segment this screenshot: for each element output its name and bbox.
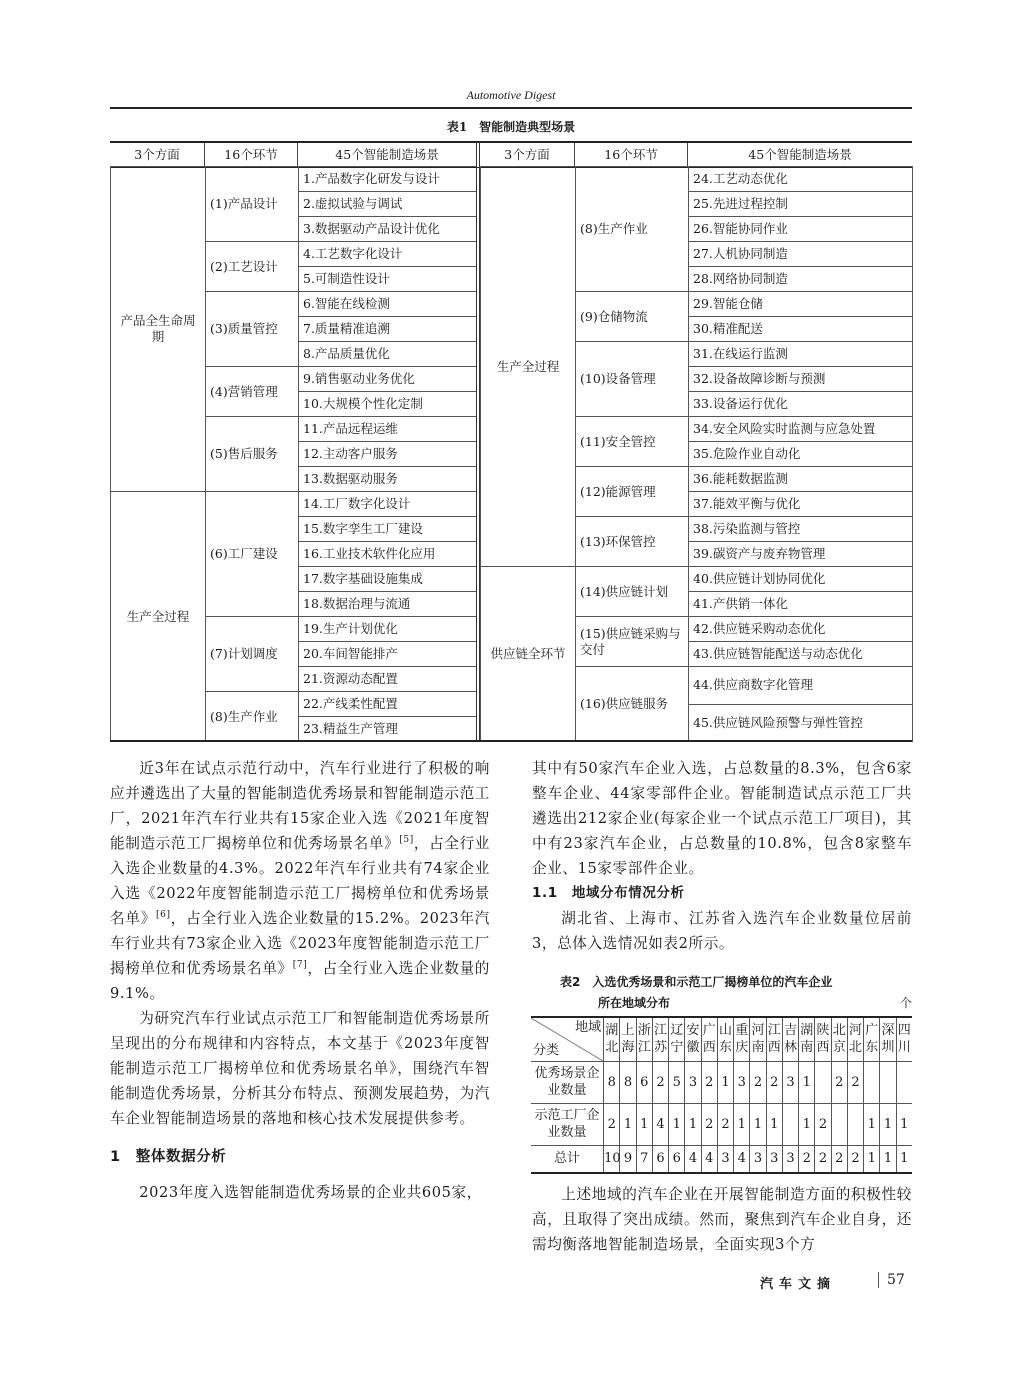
value-cell: 1	[864, 1103, 880, 1145]
table2-row	[531, 1061, 912, 1103]
text: 上述地域的汽车企业在开展智能制造方面的积极性较高，且取得了突出成绩。然而，聚焦到汽车企业自身，还需均衡落地智能制造场景，全面实现3个方	[532, 1186, 912, 1253]
section-heading	[110, 1145, 490, 1170]
table2-row	[531, 1145, 912, 1173]
scene-cell: 30.精准配送	[689, 317, 913, 342]
table2-corner-cell	[531, 1017, 604, 1061]
value-cell: 2	[831, 1145, 847, 1173]
table1-header-cell: 16个环节	[205, 143, 298, 167]
scene-cell: 17.数字基础设施集成	[299, 567, 477, 592]
right-column-top	[532, 756, 912, 956]
value-cell: 6	[636, 1061, 652, 1103]
value-cell: 4	[652, 1103, 668, 1145]
region-header: 河北	[847, 1017, 863, 1061]
row-label: 总计	[531, 1145, 604, 1173]
table1-header-cell: 45个智能制造场景	[748, 147, 852, 162]
value-cell: 3	[750, 1145, 766, 1173]
table2-caption-line1: 表2 入选优秀场景和示范工厂揭榜单位的汽车企业	[560, 975, 833, 989]
value-cell	[896, 1061, 912, 1103]
value-cell: 1	[880, 1103, 896, 1145]
scene-cell: 7.质量精准追溯	[299, 317, 477, 342]
value-cell: 1	[864, 1145, 880, 1173]
value-cell: 3	[782, 1061, 798, 1103]
region-header: 上海	[620, 1017, 636, 1061]
scene-cell: 28.网络协同制造	[689, 267, 913, 292]
paragraph	[110, 1006, 490, 1131]
value-cell	[880, 1061, 896, 1103]
table-row	[111, 492, 477, 517]
scene-cell: 4.工艺数字化设计	[299, 242, 477, 267]
scene-cell: 26.智能协同作业	[689, 217, 913, 242]
scene-cell: 18.数据治理与流通	[299, 592, 477, 617]
value-cell	[782, 1103, 798, 1145]
link-cell: (11)安全管控	[576, 417, 689, 467]
table1-header-cell: 3个方面	[480, 143, 575, 167]
paragraph	[532, 756, 912, 881]
table-row	[111, 167, 477, 192]
value-cell: 1	[896, 1103, 912, 1145]
region-header: 辽宁	[669, 1017, 685, 1061]
corner-top: 地域	[575, 1020, 602, 1036]
region-header: 湖南	[799, 1017, 815, 1061]
aspect-cell: 生产全过程	[111, 492, 206, 742]
scene-cell: 2.虚拟试验与调试	[299, 192, 477, 217]
aspect-cell: 供应链全环节	[481, 567, 576, 742]
scene-cell: 8.产品质量优化	[299, 342, 477, 367]
value-cell: 6	[669, 1145, 685, 1173]
header-rule	[110, 107, 912, 109]
scene-cell: 10.大规模个性化定制	[299, 392, 477, 417]
link-cell: (8)生产作业	[576, 167, 689, 292]
table1-divider	[476, 141, 480, 741]
value-cell: 8	[604, 1061, 620, 1103]
text: 其中有50家汽车企业入选，占总数量的8.3%，包含6家整车企业、44家零部件企业。智能制造试点示范工厂共遴选出212家企业(每家企业一个试点示范工厂项目)，其中有23家汽车企业，占总数量的10.8%，包含8家整车企业、15家零部件企业。	[532, 760, 912, 877]
region-header: 陕西	[815, 1017, 831, 1061]
link-cell: (4)营销管理	[206, 367, 299, 417]
value-cell: 2	[831, 1061, 847, 1103]
region-header: 深圳	[880, 1017, 896, 1061]
region-header: 河南	[750, 1017, 766, 1061]
value-cell: 1	[896, 1145, 912, 1173]
text: 2023年度入选智能制造优秀场景的企业共605家，	[139, 1184, 482, 1201]
value-cell: 3	[717, 1145, 733, 1173]
value-cell: 2	[701, 1103, 717, 1145]
region-header: 重庆	[734, 1017, 750, 1061]
value-cell: 1	[799, 1103, 815, 1145]
table-row	[481, 167, 913, 192]
link-cell: (13)环保管控	[576, 517, 689, 567]
value-cell: 2	[815, 1103, 831, 1145]
region-header: 安徽	[685, 1017, 701, 1061]
scene-cell: 14.工厂数字化设计	[299, 492, 477, 517]
region-header: 山东	[717, 1017, 733, 1061]
paragraph	[110, 756, 490, 1006]
scene-cell: 36.能耗数据监测	[689, 467, 913, 492]
link-cell: (16)供应链服务	[576, 667, 689, 742]
region-header: 江苏	[652, 1017, 668, 1061]
text: ，占全行业入选企业数量的15.2%。2023年汽车行业共有73家企业入选《2023年度智能制造示范工厂揭榜单位和优秀场景名单》	[110, 910, 490, 977]
page-number: 57	[878, 1272, 905, 1288]
text: 1 整体数据分析	[110, 1149, 227, 1165]
scene-cell: 15.数字孪生工厂建设	[299, 517, 477, 542]
table1-header	[110, 141, 912, 168]
table2-unit: 个	[899, 996, 912, 1010]
scene-cell: 40.供应链计划协同优化	[689, 567, 913, 592]
value-cell: 1	[799, 1061, 815, 1103]
scene-cell: 11.产品远程运维	[299, 417, 477, 442]
link-cell: (3)质量管控	[206, 292, 299, 367]
scene-cell: 6.智能在线检测	[299, 292, 477, 317]
text: ，占全行业入选企业数量的4.3%。2022年汽车行业共有74家企业入选《2022年度智能制造示范工厂揭榜单位和优秀场景名单》	[110, 835, 490, 927]
table1-header-cell: 16个环节	[575, 143, 688, 167]
scene-cell: 27.人机协同制造	[689, 242, 913, 267]
value-cell: 2	[815, 1145, 831, 1173]
value-cell: 7	[636, 1145, 652, 1173]
value-cell: 2	[750, 1061, 766, 1103]
value-cell: 2	[847, 1061, 863, 1103]
footer-journal: 汽车文摘	[760, 1277, 837, 1292]
text: 近3年在试点示范行动中，汽车行业进行了积极的响应并遴选出了大量的智能制造优秀场景和智能制造示范工厂，2021年汽车行业共有15家企业入选《2021年度智能制造示范工厂揭榜单位和优秀场景名单》	[110, 760, 490, 852]
scene-cell: 19.生产计划优化	[299, 617, 477, 642]
text: 湖北省、上海市、江苏省入选汽车企业数量位居前3，总体入选情况如表2所示。	[532, 910, 912, 952]
value-cell	[847, 1103, 863, 1145]
table2-row	[531, 1103, 912, 1145]
region-header: 吉林	[782, 1017, 798, 1061]
value-cell: 1	[734, 1103, 750, 1145]
citation: [5]	[399, 835, 414, 846]
value-cell: 3	[782, 1145, 798, 1173]
value-cell: 1	[669, 1103, 685, 1145]
region-header: 广西	[701, 1017, 717, 1061]
scene-cell: 25.先进过程控制	[689, 192, 913, 217]
value-cell: 2	[604, 1103, 620, 1145]
value-cell: 1	[685, 1103, 701, 1145]
scene-cell: 45.供应链风险预警与弹性管控	[689, 704, 913, 742]
running-head: Automotive Digest	[466, 88, 556, 102]
paragraph	[110, 1180, 490, 1205]
scene-cell: 42.供应链采购动态优化	[689, 617, 913, 642]
region-header: 四川	[896, 1017, 912, 1061]
table1-caption: 表1 智能制造典型场景	[446, 120, 576, 134]
value-cell: 1	[717, 1061, 733, 1103]
value-cell: 3	[734, 1061, 750, 1103]
scene-cell: 20.车间智能排产	[299, 642, 477, 667]
text: 1.1 地域分布情况分析	[532, 885, 685, 901]
table2-header-row	[531, 1017, 912, 1061]
paragraph	[532, 906, 912, 956]
scene-cell: 21.资源动态配置	[299, 667, 477, 692]
value-cell: 9	[620, 1145, 636, 1173]
value-cell: 5	[669, 1061, 685, 1103]
region-header: 江西	[766, 1017, 782, 1061]
value-cell: 2	[847, 1145, 863, 1173]
link-cell: (10)设备管理	[576, 342, 689, 417]
region-header: 湖北	[604, 1017, 620, 1061]
value-cell: 4	[685, 1145, 701, 1173]
right-column-bottom	[532, 1182, 912, 1257]
value-cell: 1	[636, 1103, 652, 1145]
link-cell: (2)工艺设计	[206, 242, 299, 292]
link-cell: (14)供应链计划	[576, 567, 689, 617]
value-cell: 4	[701, 1145, 717, 1173]
citation: [7]	[292, 960, 308, 971]
value-cell: 10	[604, 1145, 620, 1173]
table1-header-cell: 45个智能制造场景	[335, 147, 439, 162]
text: 为研究汽车行业试点示范工厂和智能制造优秀场景所呈现出的分布规律和内容特点，本文基于《2023年度智能制造示范工厂揭榜单位和优秀场景名单》，围绕汽车智能制造优秀场景，分析其分布特点、预测发展趋势，为汽车企业智能制造场景的落地和核心技术发展提供参考。	[110, 1010, 490, 1127]
scene-cell: 39.碳资产与废弃物管理	[689, 542, 913, 567]
region-header: 浙江	[636, 1017, 652, 1061]
value-cell: 3	[766, 1145, 782, 1173]
value-cell: 4	[734, 1145, 750, 1173]
left-column	[110, 756, 490, 1205]
value-cell: 1	[880, 1145, 896, 1173]
region-header: 北京	[831, 1017, 847, 1061]
value-cell	[815, 1061, 831, 1103]
link-cell: (5)售后服务	[206, 417, 299, 492]
row-label: 示范工厂企业数量	[531, 1103, 604, 1145]
citation: [6]	[156, 910, 171, 921]
scene-cell: 23.精益生产管理	[299, 717, 477, 742]
value-cell	[864, 1061, 880, 1103]
value-cell: 1	[750, 1103, 766, 1145]
value-cell: 2	[766, 1061, 782, 1103]
value-cell: 1	[766, 1103, 782, 1145]
scene-cell: 9.销售驱动业务优化	[299, 367, 477, 392]
scene-cell: 3.数据驱动产品设计优化	[299, 217, 477, 242]
value-cell: 1	[620, 1103, 636, 1145]
scene-cell: 34.安全风险实时监测与应急处置	[689, 417, 913, 442]
table1-right	[480, 166, 913, 742]
value-cell: 6	[652, 1145, 668, 1173]
value-cell: 2	[717, 1103, 733, 1145]
link-cell: (9)仓储物流	[576, 292, 689, 342]
region-header: 广东	[864, 1017, 880, 1061]
value-cell: 2	[701, 1061, 717, 1103]
row-label: 优秀场景企业数量	[531, 1061, 604, 1103]
aspect-cell: 生产全过程	[481, 167, 576, 567]
link-cell: (6)工厂建设	[206, 492, 299, 617]
table2-caption-line2: 所在地域分布	[598, 996, 671, 1010]
scene-cell: 43.供应链智能配送与动态优化	[689, 642, 913, 667]
table1-left	[110, 166, 477, 742]
link-cell: (7)计划调度	[206, 617, 299, 692]
scene-cell: 13.数据驱动服务	[299, 467, 477, 492]
value-cell	[831, 1103, 847, 1145]
scene-cell: 16.工业技术软件化应用	[299, 542, 477, 567]
scene-cell: 24.工艺动态优化	[689, 167, 913, 192]
table2	[531, 1016, 912, 1174]
value-cell: 8	[620, 1061, 636, 1103]
scene-cell: 1.产品数字化研发与设计	[299, 167, 477, 192]
value-cell: 2	[652, 1061, 668, 1103]
text: ，占全行业入选企业数量的9.1%。	[110, 960, 490, 1002]
table-row	[481, 567, 913, 592]
table1-header-cell: 3个方面	[110, 143, 205, 167]
scene-cell: 5.可制造性设计	[299, 267, 477, 292]
paragraph	[532, 1182, 912, 1257]
scene-cell: 29.智能仓储	[689, 292, 913, 317]
scene-cell: 41.产供销一体化	[689, 592, 913, 617]
scene-cell: 35.危险作业自动化	[689, 442, 913, 467]
scene-cell: 33.设备运行优化	[689, 392, 913, 417]
corner-bottom: 分类	[533, 1043, 560, 1059]
scene-cell: 12.主动客户服务	[299, 442, 477, 467]
scene-cell: 32.设备故障诊断与预测	[689, 367, 913, 392]
value-cell: 3	[685, 1061, 701, 1103]
scene-cell: 31.在线运行监测	[689, 342, 913, 367]
scene-cell: 38.污染监测与管控	[689, 517, 913, 542]
link-cell: (1)产品设计	[206, 167, 299, 242]
aspect-cell: 产品全生命周期	[111, 167, 206, 492]
table1-bottom-rule	[110, 740, 912, 742]
table2-caption	[560, 972, 912, 1014]
value-cell: 2	[799, 1145, 815, 1173]
scene-cell: 22.产线柔性配置	[299, 692, 477, 717]
subsection-heading	[532, 881, 912, 906]
link-cell: (12)能源管理	[576, 467, 689, 517]
link-cell: (15)供应链采购与交付	[576, 617, 689, 667]
link-cell: (8)生产作业	[206, 692, 299, 742]
scene-cell: 37.能效平衡与优化	[689, 492, 913, 517]
scene-cell: 44.供应商数字化管理	[689, 667, 913, 705]
